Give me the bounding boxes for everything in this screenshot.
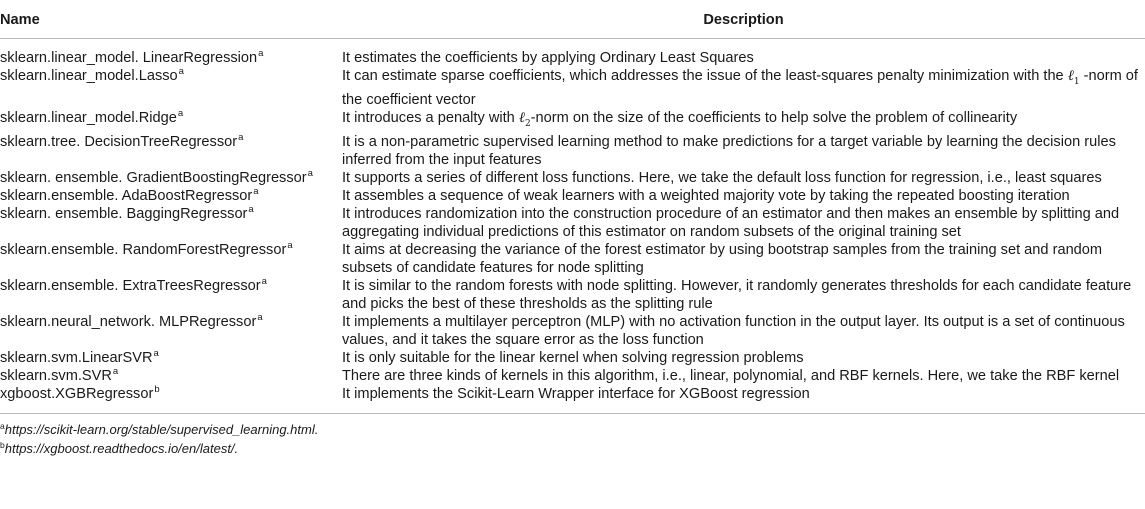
model-name-cell <box>0 169 342 187</box>
model-name: sklearn.linear_model.Ridge <box>0 109 177 126</box>
footnotes <box>0 420 1145 458</box>
footnote-mark: a <box>257 311 263 323</box>
description-text: -norm on the size of the coefficients to help solve the problem of collinearity <box>530 109 1018 126</box>
description-text: It introduces a penalty with <box>342 109 519 126</box>
description-text: -norm of the coefficient vector <box>342 68 1138 108</box>
table-body <box>0 39 1145 414</box>
description-cell: It assembles a sequence of weak learners with a weighted majority vote by taking the repeated boosting iteration <box>342 187 1070 204</box>
math-symbol <box>1067 67 1080 87</box>
footnote-mark: b <box>154 383 160 395</box>
model-name: sklearn.svm.SVR <box>0 367 112 384</box>
model-name: sklearn. ensemble. GradientBoostingRegressor <box>0 169 307 186</box>
footnote-mark: a <box>0 420 5 431</box>
model-name: sklearn.tree. DecisionTreeRegressor <box>0 133 238 150</box>
model-name: sklearn.ensemble. RandomForestRegressor <box>0 241 287 258</box>
description-cell: It implements the Scikit-Learn Wrapper interface for XGBoost regression <box>342 385 1145 414</box>
model-name: sklearn.ensemble. ExtraTreesRegressor <box>0 277 261 294</box>
description-cell: It aims at decreasing the variance of the forest estimator by using bootstrap samples from the training set and random subsets of candidate features for node splitting <box>342 241 1103 276</box>
model-name: xgboost.XGBRegressor <box>0 385 154 402</box>
footnote-mark: a <box>112 365 119 377</box>
table-row <box>0 67 1145 109</box>
description-cell: It is a non-parametric supervised learning method to make predictions for a target variable by learning the decision rules inferred from the input features <box>342 133 1116 168</box>
model-name-cell <box>0 133 342 169</box>
footnote-mark: a <box>177 107 184 119</box>
math-subscript: 2 <box>524 118 531 129</box>
description-cell: It is only suitable for the linear kernel when solving regression problems <box>342 349 804 366</box>
table-row <box>0 349 1145 367</box>
math-subscript: 1 <box>1073 76 1080 87</box>
footnote <box>0 439 1145 458</box>
footnote <box>0 420 1145 439</box>
model-name-cell <box>0 385 342 414</box>
description-cell: It implements a multilayer perceptron (MLP) with no activation function in the output layer. Its output is a set of continuous values, and it takes the square error as the loss function <box>342 313 1125 348</box>
footnote-link[interactable]: https://scikit-learn.org/stable/supervised_learning.html. <box>4 421 319 437</box>
column-header-name: Name <box>0 0 342 39</box>
model-name: sklearn. ensemble. BaggingRegressor <box>0 205 248 222</box>
footnote-mark: a <box>178 66 184 77</box>
table-row <box>0 133 1145 169</box>
model-name-cell <box>0 109 342 133</box>
description-cell <box>342 109 1145 133</box>
footnote-mark: a <box>287 239 293 251</box>
model-name-cell <box>0 241 342 277</box>
table-row <box>0 385 1145 414</box>
table-row <box>0 109 1145 133</box>
column-header-description: Description <box>342 0 1145 39</box>
table-row <box>0 39 1145 68</box>
table-row <box>0 187 1145 205</box>
model-name-cell <box>0 313 342 349</box>
model-name-cell <box>0 277 342 313</box>
model-name: sklearn.neural_network. MLPRegressor <box>0 313 257 330</box>
model-name-cell <box>0 67 342 109</box>
model-name-cell <box>0 349 342 367</box>
table-row <box>0 367 1145 385</box>
description-cell: It introduces randomization into the construction procedure of an estimator and then makes an ensemble by splitting and aggregating individual predictions of this estimator on random subsets of the original training set <box>342 205 1120 240</box>
model-name-cell <box>0 39 342 68</box>
footnote-mark: a <box>258 48 264 59</box>
footnote-mark: a <box>248 203 254 215</box>
header-row <box>0 0 1145 39</box>
description-text: It can estimate sparse coefficients, which addresses the issue of the least-squares penalty minimization with the <box>342 68 1068 84</box>
table-row <box>0 241 1145 277</box>
table-row <box>0 169 1145 187</box>
table-row <box>0 313 1145 349</box>
footnote-mark: a <box>153 347 159 359</box>
footnote-mark: a <box>261 275 267 287</box>
model-name-cell <box>0 187 342 205</box>
math-symbol <box>518 108 531 129</box>
footnote-mark: a <box>253 185 259 197</box>
footnote-link[interactable]: https://xgboost.readthedocs.io/en/latest/. <box>4 440 239 456</box>
table-header <box>0 0 1145 39</box>
model-name-cell <box>0 205 342 241</box>
model-name: sklearn.ensemble. AdaBoostRegressor <box>0 187 253 204</box>
footnote-mark: a <box>238 131 244 143</box>
description-cell: It is similar to the random forests with node splitting. However, it randomly generates thresholds for each candidate feature and picks the best of these thresholds as the splitting rule <box>342 277 1132 312</box>
model-name: sklearn.linear_model. LinearRegression <box>0 50 258 66</box>
description-cell: It supports a series of different loss functions. Here, we take the default loss function for regression, i.e., least squares <box>342 169 1102 186</box>
table-row <box>0 205 1145 241</box>
model-name: sklearn.linear_model.Lasso <box>0 68 178 84</box>
description-cell: It estimates the coefficients by applying Ordinary Least Squares <box>342 50 754 66</box>
footnote-mark: a <box>307 167 313 179</box>
description-cell: There are three kinds of kernels in this algorithm, i.e., linear, polynomial, and RBF kernels. Here, we take the RBF kernel <box>342 367 1120 384</box>
math-letter: ℓ <box>1067 67 1074 84</box>
math-letter: ℓ <box>518 108 525 126</box>
footnote-mark: b <box>0 439 5 450</box>
model-name-cell <box>0 367 342 385</box>
model-name: sklearn.svm.LinearSVR <box>0 349 153 366</box>
description-cell <box>342 67 1145 109</box>
table-row <box>0 277 1145 313</box>
